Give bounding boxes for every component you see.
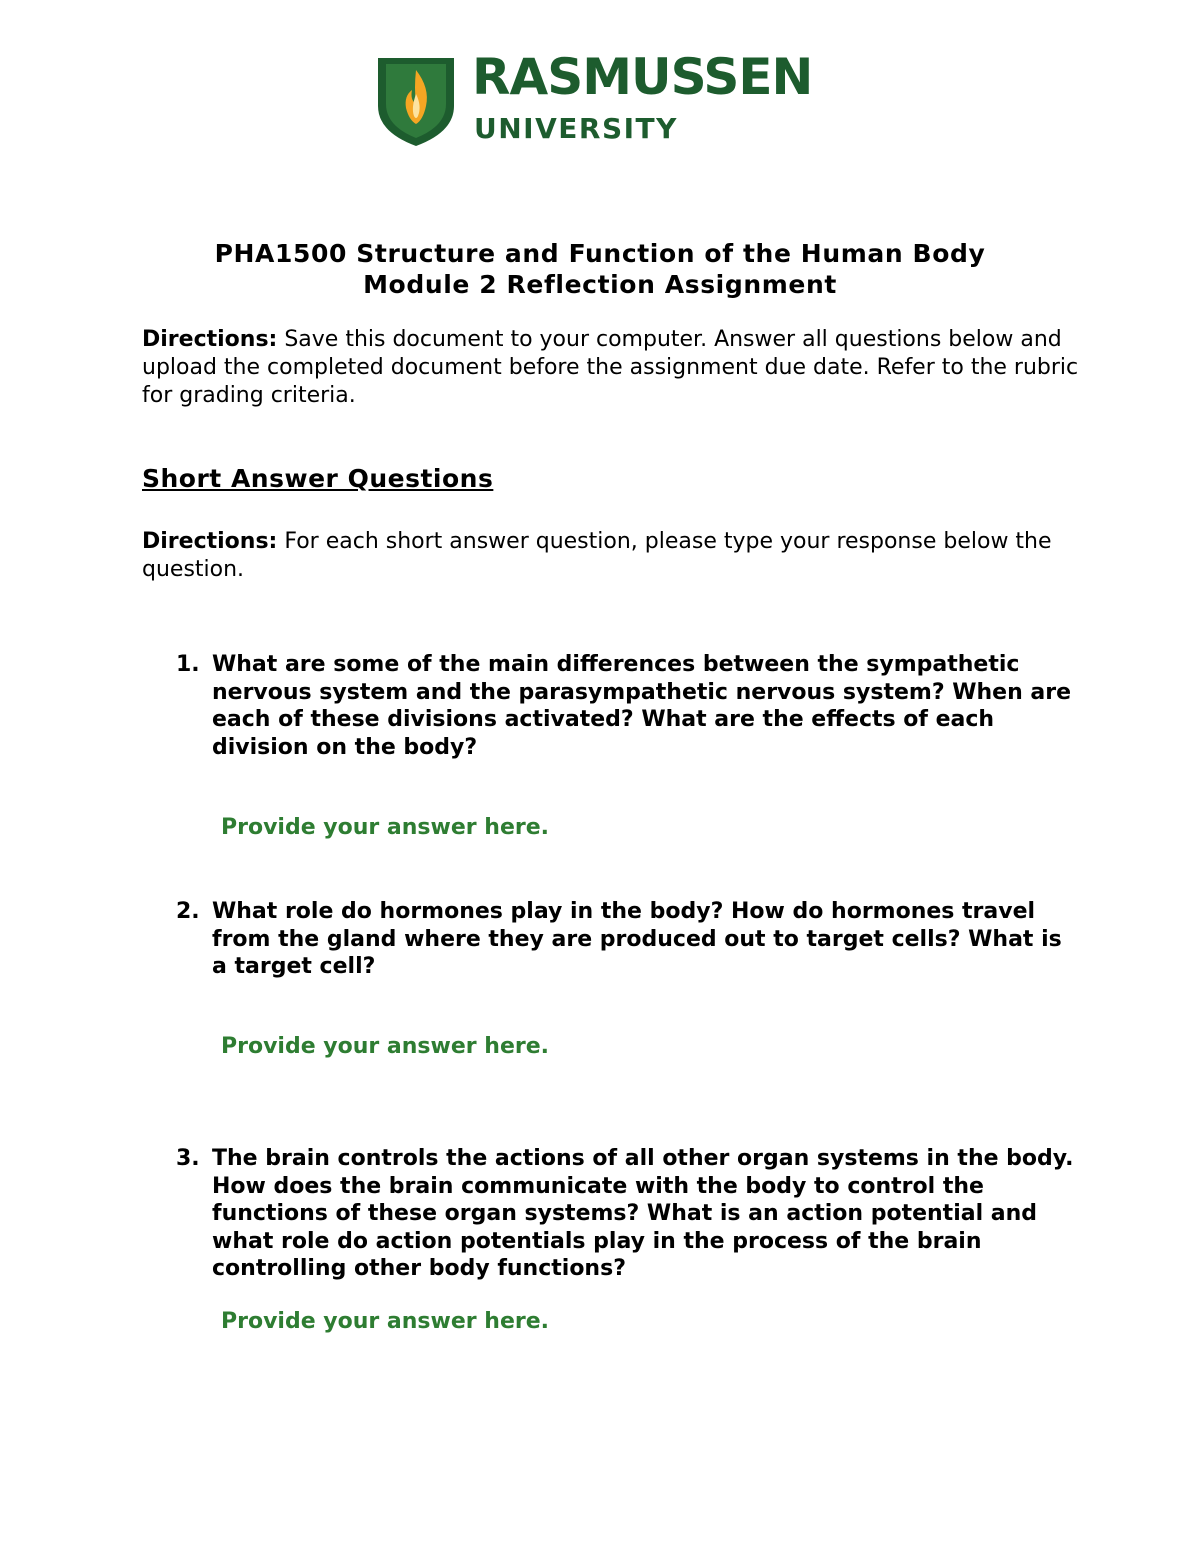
directions-label: Directions: bbox=[142, 327, 278, 352]
question-number: 1. bbox=[176, 652, 200, 677]
question-number: 3. bbox=[176, 1146, 200, 1171]
question-text: What role do hormones play in the body? How do hormones travel from the gland where they are produced out to target cells? What is a target cell? bbox=[212, 899, 1062, 979]
directions-text: Save this document to your computer. Answer all questions below and upload the completed document before the assignment due date. Refer to the rubric for grading criteria. bbox=[142, 327, 1079, 408]
flame-shield-icon bbox=[376, 54, 456, 148]
question-3 bbox=[176, 1145, 1076, 1283]
university-logo bbox=[376, 48, 826, 150]
question-number: 2. bbox=[176, 899, 200, 924]
question-text: The brain controls the actions of all other organ systems in the body. How does the brain communicate with the body to control the functions of these organ systems? What is an action potential and what role do action potentials play in the process of the brain controlling other body functions? bbox=[212, 1146, 1074, 1281]
logo-wordmark-rasmussen: RASMUSSEN bbox=[472, 48, 813, 106]
directions-label: Directions: bbox=[142, 529, 278, 554]
title-line-1: PHA1500 Structure and Function of the Human Body bbox=[214, 239, 986, 268]
answer-placeholder-2[interactable]: Provide your answer here. bbox=[221, 1034, 549, 1059]
short-answer-directions bbox=[142, 528, 1082, 584]
question-text: What are some of the main differences between the sympathetic nervous system and the parasympathetic nervous system? When are each of these divisions activated? What are the effects of each division on the body? bbox=[212, 652, 1072, 760]
title-line-2: Module 2 Reflection Assignment bbox=[363, 270, 837, 299]
logo-wordmark-university: UNIVERSITY bbox=[474, 112, 678, 145]
document-title bbox=[0, 238, 1200, 300]
section-heading: Short Answer Questions bbox=[142, 464, 494, 493]
directions-paragraph bbox=[142, 326, 1082, 410]
directions-text: For each short answer question, please type your response below the question. bbox=[142, 529, 1052, 582]
question-2 bbox=[176, 898, 1076, 981]
answer-placeholder-3[interactable]: Provide your answer here. bbox=[221, 1309, 549, 1334]
question-1 bbox=[176, 651, 1076, 761]
answer-placeholder-1[interactable]: Provide your answer here. bbox=[221, 815, 549, 840]
